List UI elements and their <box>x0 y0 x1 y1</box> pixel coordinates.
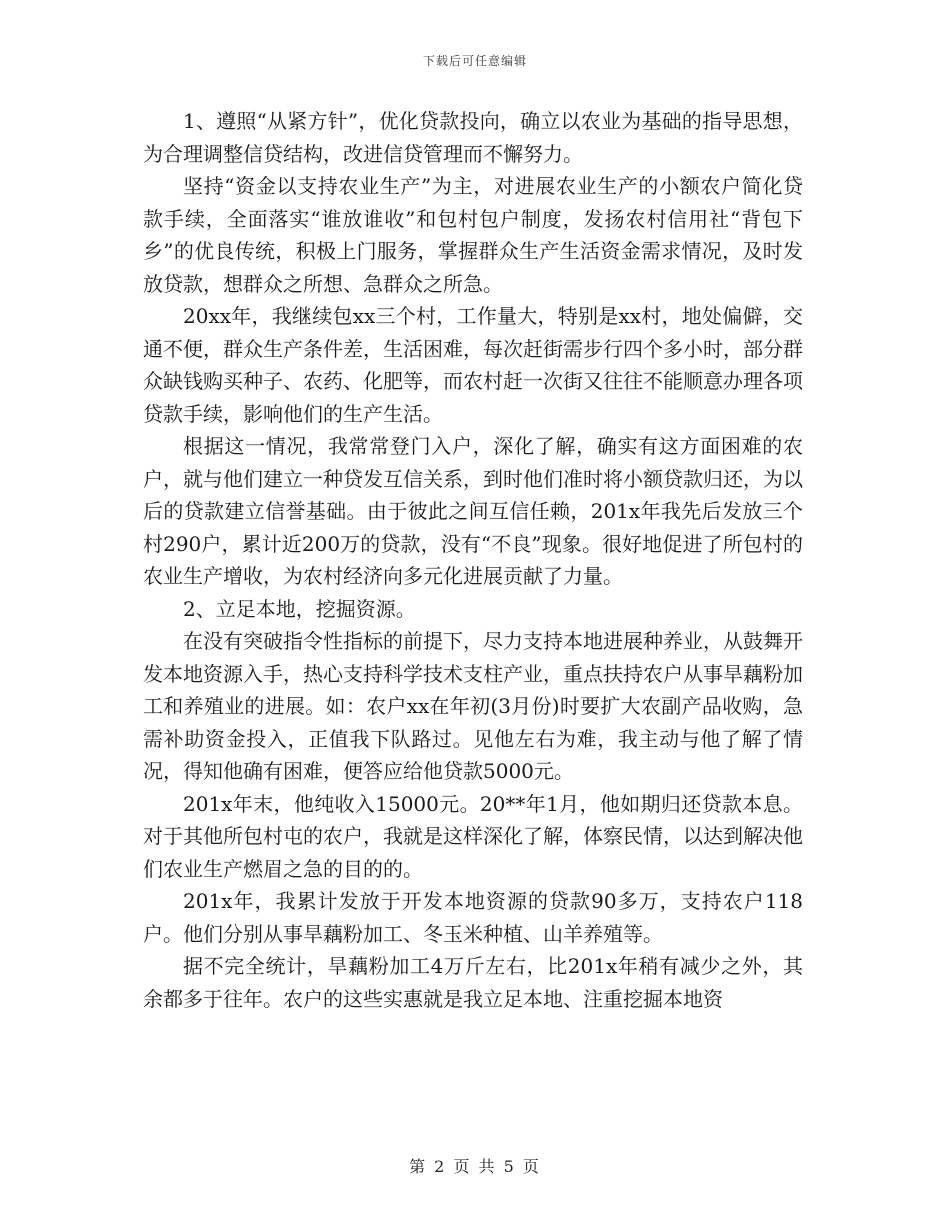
section-heading: 2、立足本地，挖掘资源。 <box>183 596 416 621</box>
document-body <box>143 105 803 1015</box>
paragraph: 据不完全统计，旱藕粉加工4万斤左右，比201x年稍有减少之外，其余都多于往年。农户的这些实惠就是我立足本地、注重挖掘本地资 <box>143 954 803 1011</box>
paragraph: 在没有突破指令性指标的前提下，尽力支持本地进展种养业，从鼓舞开发本地资源入手，热心支持科学技术支柱产业，重点扶持农户从事旱藕粉加工和养殖业的进展。如：农户xx在年初(3月份)时要扩大农副产品收购，急需补助资金投入，正值我下队路过。见他左右为难，我主动与他了解了情况，得知他确有困难，便答应给他贷款5000元。 <box>143 629 803 783</box>
paragraph: 1、遵照“从紧方针”，优化贷款投向，确立以农业为基础的指导思想，为合理调整信贷结构，改进信贷管理而不懈努力。 <box>143 109 803 166</box>
page-header: 下载后可任意编辑 <box>422 54 527 68</box>
paragraph: 201x年末，他纯收入15000元。20**年1月，他如期归还贷款本息。对于其他所包村屯的农户，我就是这样深化了解，体察民情，以达到解决他们农业生产燃眉之急的目的的。 <box>143 791 803 881</box>
paragraph: 坚持“资金以支持农业生产”为主，对进展农业生产的小额农户简化贷款手续，全面落实“谁放谁收”和包村包户制度，发扬农村信用社“背包下乡”的优良传统，积极上门服务，掌握群众生产生活资金需求情况，及时发放贷款，想群众之所想、急群众之所急。 <box>143 174 803 296</box>
paragraph: 201x年，我累计发放于开发本地资源的贷款90多万，支持农户118户。他们分别从事旱藕粉加工、冬玉米种植、山羊养殖等。 <box>143 889 803 946</box>
paragraph: 20xx年，我继续包xx三个村，工作量大，特别是xx村，地处偏僻，交通不便，群众生产条件差，生活困难，每次赶街需步行四个多小时，部分群众缺钱购买种子、农药、化肥等，而农村赶一次街又往往不能顺意办理各项贷款手续，影响他们的生产生活。 <box>143 304 803 426</box>
page-footer: 第 2 页 共 5 页 <box>409 1157 541 1176</box>
paragraph: 根据这一情况，我常常登门入户，深化了解，确实有这方面困难的农户，就与他们建立一种贷发互信关系，到时他们准时将小额贷款归还，为以后的贷款建立信誉基础。由于彼此之间互信任赖，201x年我先后发放三个村290户，累计近200万的贷款，没有“不良”现象。很好地促进了所包村的农业生产增收，为农村经济向多元化进展贡献了力量。 <box>143 434 803 588</box>
